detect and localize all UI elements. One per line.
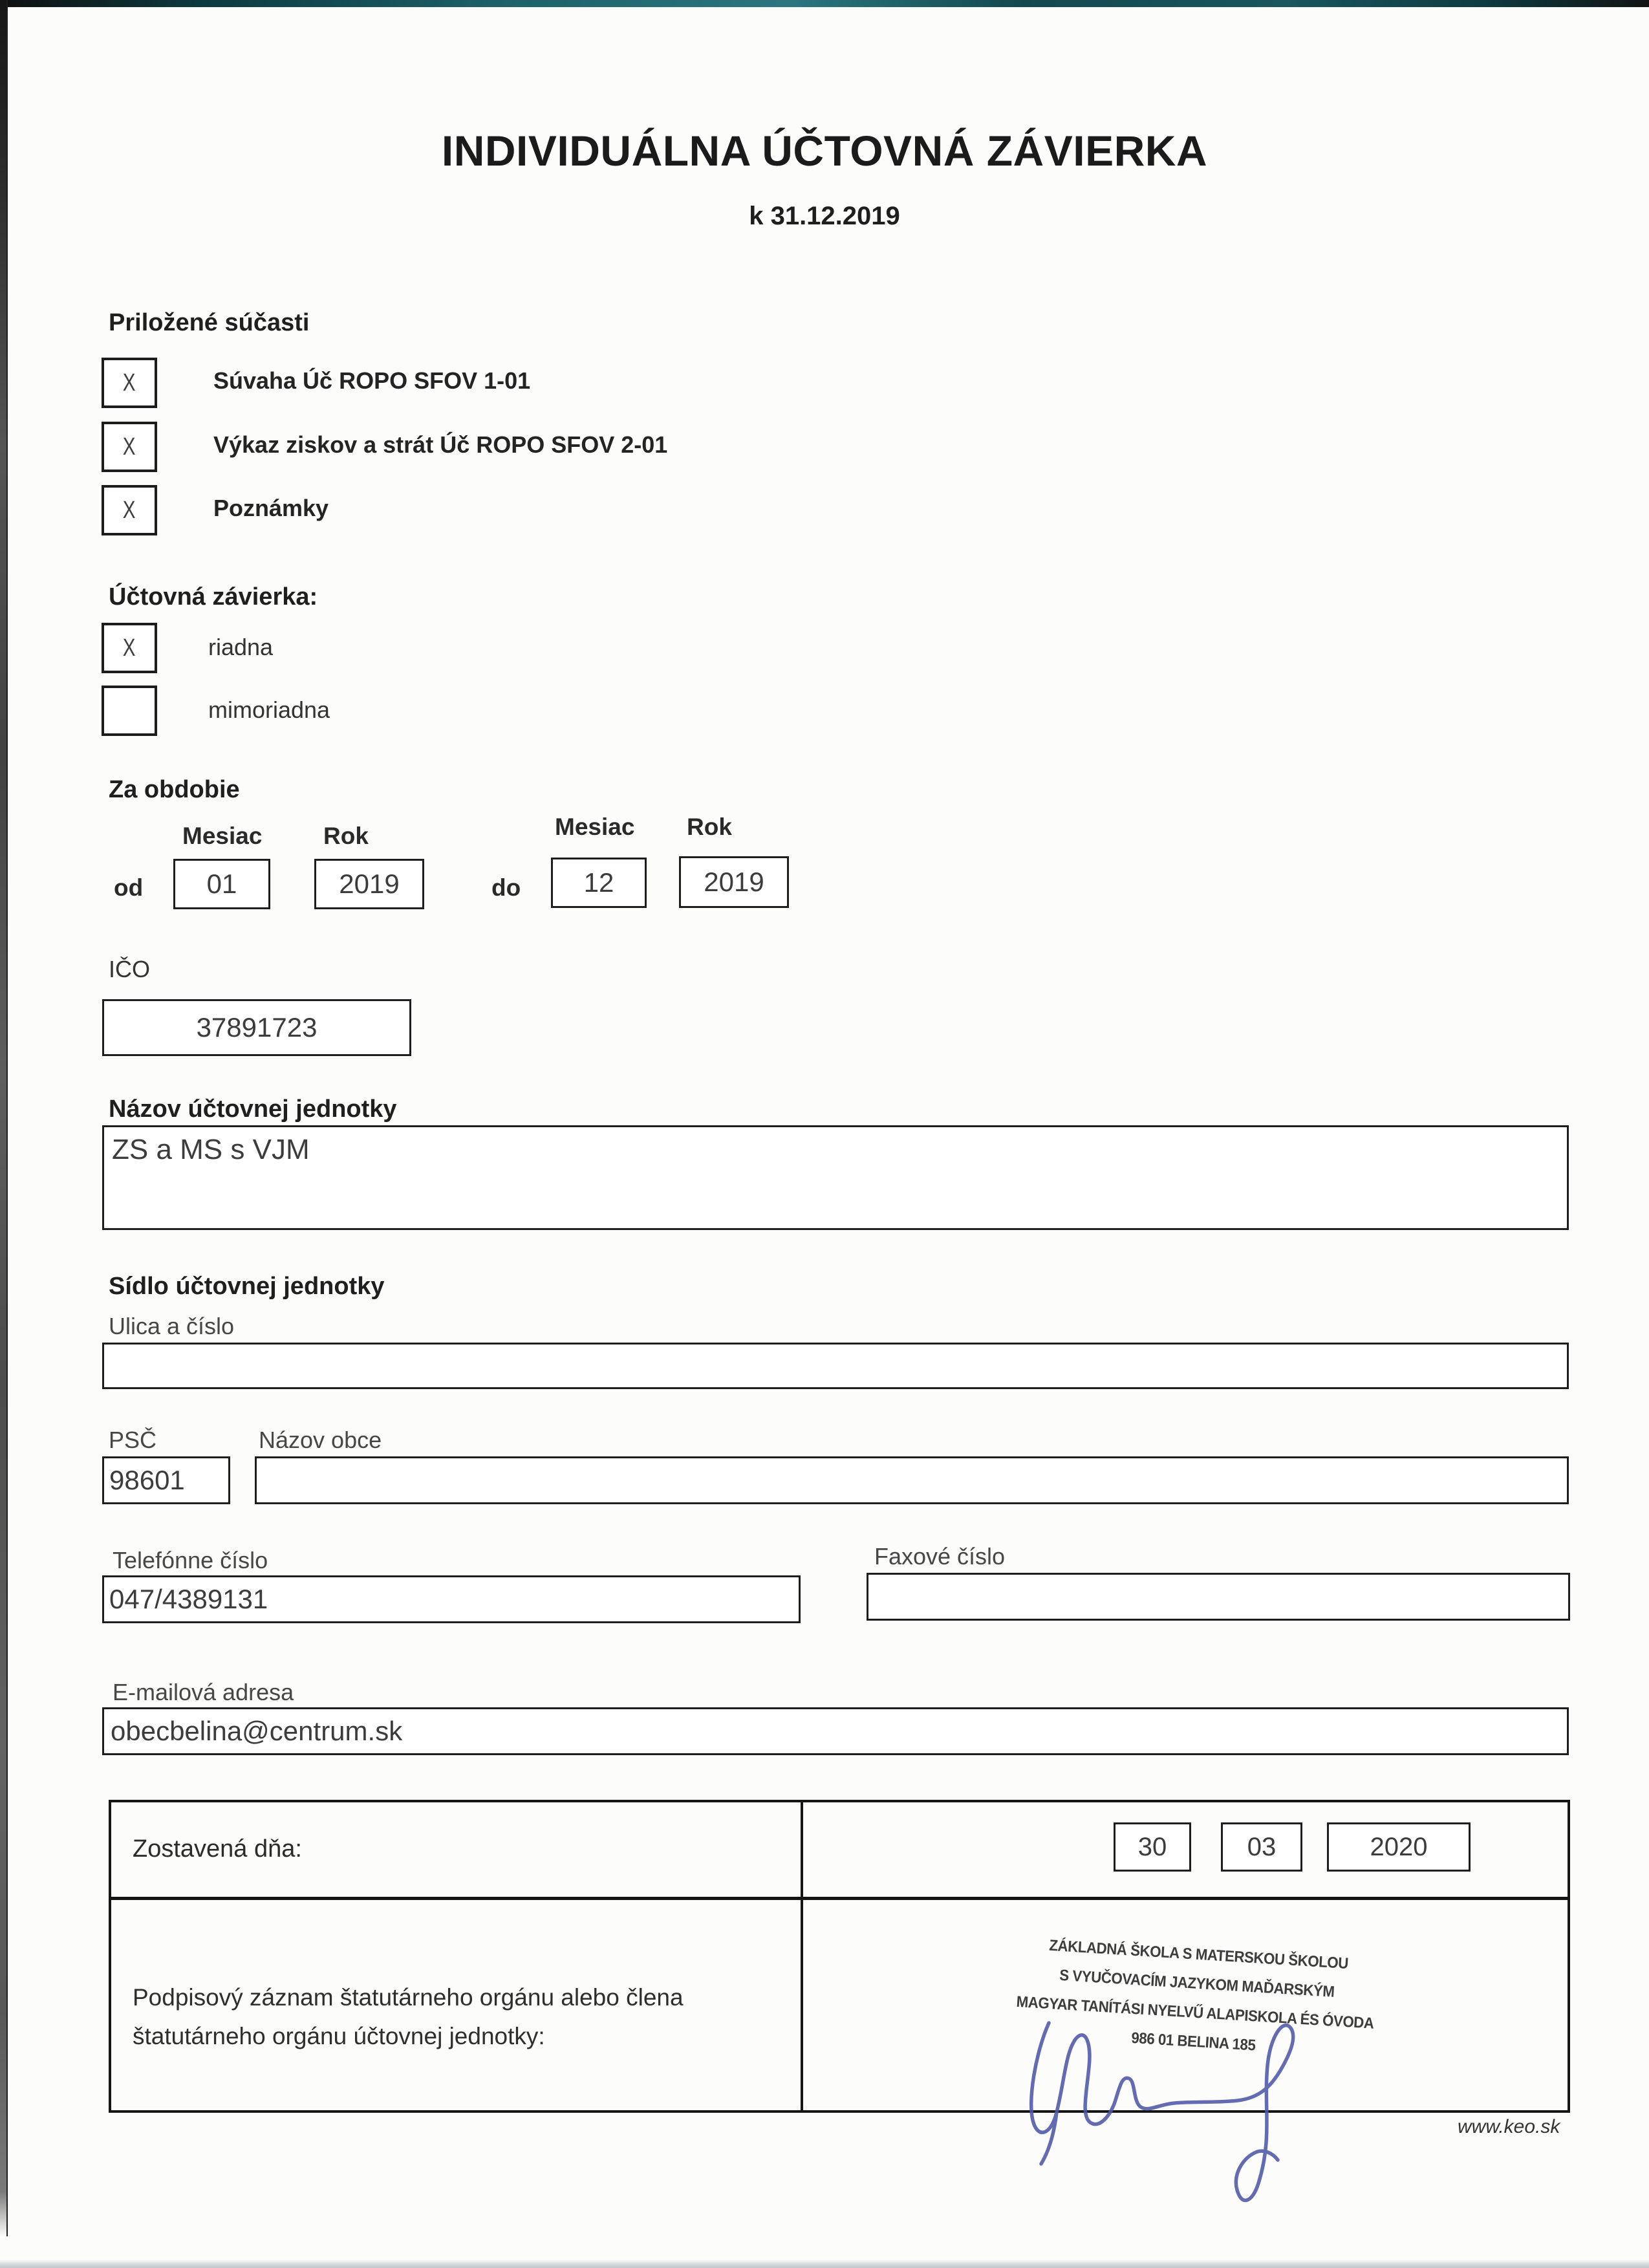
stamp-line: ZÁKLADNÁ ŠKOLA S MATERSKOU ŠKOLOU	[1048, 1936, 1349, 1973]
phone-value: 047/4389131	[109, 1584, 268, 1614]
email-label: E-mailová adresa	[113, 1679, 294, 1705]
page-title: INDIVIDUÁLNA ÚČTOVNÁ ZÁVIERKA	[441, 127, 1208, 175]
date-year-field[interactable]	[1327, 1822, 1471, 1872]
attachment-label-vykaz: Výkaz ziskov a strát Úč ROPO SFOV 2-01	[213, 431, 668, 458]
checkbox-x-mark: X	[123, 496, 136, 524]
checkbox-x-mark: X	[123, 369, 136, 396]
scan-edge-left	[0, 0, 8, 2236]
zip-field[interactable]	[102, 1456, 230, 1504]
ico-field[interactable]	[102, 999, 411, 1056]
checkbox-x-mark: X	[123, 634, 136, 662]
period-heading: Za obdobie	[109, 776, 240, 803]
email-value: obecbelina@centrum.sk	[111, 1716, 403, 1746]
attachment-label-suvaha: Súvaha Úč ROPO SFOV 1-01	[213, 367, 531, 394]
date-month-value: 03	[1247, 1832, 1277, 1861]
period-from-label: od	[114, 874, 144, 901]
page-subtitle: k 31.12.2019	[749, 202, 900, 230]
street-label: Ulica a číslo	[109, 1313, 235, 1339]
closing-checkbox-mimoriadna[interactable]	[102, 686, 157, 736]
fax-label: Faxové číslo	[874, 1543, 1006, 1570]
date-compiled-label: Zostavená dňa:	[133, 1835, 302, 1863]
period-from-month-value: 01	[206, 869, 237, 899]
signature-ink	[1002, 2011, 1339, 2192]
signature-table-divider-vertical	[801, 1800, 803, 2113]
signatory-label-line2: štatutárneho orgánu účtovnej jednotky:	[133, 2023, 545, 2049]
attachment-label-poznamky: Poznámky	[213, 495, 329, 521]
email-field[interactable]	[102, 1707, 1569, 1755]
city-label: Názov obce	[259, 1427, 382, 1453]
entity-name-value: ZS a MS s VJM	[112, 1134, 310, 1165]
closing-type-heading: Účtovná závierka:	[109, 583, 318, 610]
city-field[interactable]	[255, 1456, 1569, 1504]
zip-value: 98601	[109, 1465, 185, 1495]
attachment-checkbox-poznamky[interactable]	[102, 485, 157, 535]
attachments-heading: Priložené súčasti	[109, 309, 310, 336]
period-from-month-label: Mesiac	[182, 823, 263, 849]
stamp-line: S VYUČOVACÍM JAZYKOM MAĎARSKÝM	[1059, 1966, 1335, 2001]
period-to-year-label: Rok	[687, 814, 732, 840]
phone-field[interactable]	[102, 1575, 801, 1623]
period-to-label: do	[491, 874, 521, 901]
closing-label-riadna: riadna	[208, 634, 274, 660]
attachment-checkbox-vykaz[interactable]	[102, 422, 157, 472]
period-to-month-field[interactable]	[551, 858, 647, 908]
period-from-year-field[interactable]	[314, 859, 424, 909]
closing-checkbox-riadna[interactable]	[102, 623, 157, 673]
period-from-year-value: 2019	[339, 869, 400, 899]
scan-edge-top	[0, 0, 1649, 7]
scan-edge-bottom	[0, 2260, 1649, 2268]
ico-label: IČO	[109, 956, 151, 982]
street-field[interactable]	[102, 1343, 1569, 1389]
date-month-field[interactable]	[1221, 1822, 1302, 1872]
period-to-year-value: 2019	[704, 867, 764, 897]
date-day-field[interactable]	[1114, 1822, 1191, 1872]
signatory-label-line1: Podpisový záznam štatutárneho orgánu alebo člena	[133, 1984, 684, 2011]
zip-label: PSČ	[109, 1427, 157, 1453]
period-to-month-value: 12	[583, 867, 614, 898]
date-year-value: 2020	[1370, 1832, 1428, 1861]
address-heading: Sídlo účtovnej jednotky	[109, 1273, 385, 1300]
period-from-month-field[interactable]	[173, 859, 270, 909]
stamp-line: MAGYAR TANÍTÁSI NYELVŰ ALAPISKOLA ÉS ÓVODA	[1015, 1993, 1375, 2033]
closing-label-mimoriadna: mimoriadna	[208, 697, 330, 723]
signature-table-divider-horizontal	[109, 1897, 1570, 1900]
period-from-year-label: Rok	[323, 823, 369, 849]
stamp-line: 986 01 BELINA 185	[1130, 2029, 1256, 2055]
entity-name-label: Názov účtovnej jednotky	[109, 1096, 397, 1123]
ico-value: 37891723	[196, 1012, 318, 1042]
attachment-checkbox-suvaha[interactable]	[102, 358, 157, 408]
checkbox-x-mark: X	[123, 433, 136, 460]
phone-label: Telefónne číslo	[113, 1547, 268, 1573]
period-to-year-field[interactable]	[679, 856, 789, 908]
entity-name-field[interactable]	[102, 1125, 1569, 1230]
period-to-month-label: Mesiac	[555, 814, 635, 840]
footer-url: www.keo.sk	[1458, 2116, 1560, 2137]
date-day-value: 30	[1137, 1832, 1167, 1861]
fax-field[interactable]	[867, 1573, 1570, 1621]
